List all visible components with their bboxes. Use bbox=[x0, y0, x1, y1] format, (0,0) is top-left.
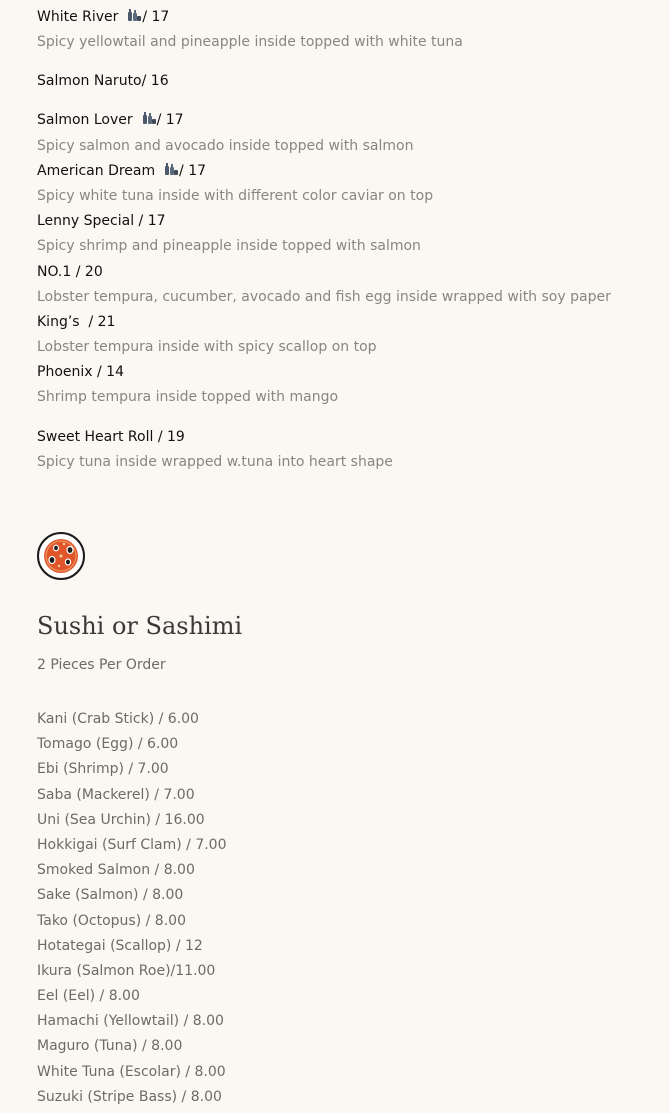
sushi-item bbox=[37, 836, 227, 861]
roll-description: Shrimp tempura inside topped with mango bbox=[37, 389, 339, 405]
sushi-item-text: Eel (Eel) / 8.00 bbox=[37, 988, 140, 1005]
sushi-item bbox=[37, 1012, 227, 1037]
sake-bottle-icon bbox=[164, 162, 179, 176]
roll-name-text: NO.1 bbox=[37, 264, 72, 280]
sushi-item-text: Saba (Mackerel) / 7.00 bbox=[37, 786, 195, 803]
sushi-item bbox=[37, 962, 227, 987]
roll-description: Spicy white tuna inside with different color caviar on top bbox=[37, 188, 434, 204]
sushi-item bbox=[37, 1088, 227, 1113]
roll-price: / 21 bbox=[88, 314, 116, 330]
roll-item-name bbox=[37, 263, 103, 281]
sushi-item-text: Smoked Salmon / 8.00 bbox=[37, 862, 195, 879]
roll-name-text: King’s bbox=[37, 314, 80, 330]
sushi-item-name: Uni (Sea Urchin) bbox=[37, 811, 156, 828]
sushi-item-text: Tomago (Egg) / 6.00 bbox=[37, 736, 179, 753]
sushi-item bbox=[37, 811, 227, 836]
roll-price: / 16 bbox=[141, 73, 169, 89]
sushi-item-price: / 8.00 bbox=[185, 1063, 226, 1080]
sushi-item-name: Ikura (Salmon Roe) bbox=[37, 962, 171, 979]
sushi-item bbox=[37, 886, 227, 911]
sushi-item-price: / 8.00 bbox=[183, 1013, 224, 1030]
sushi-item bbox=[37, 937, 227, 962]
sushi-item-price: / 12 bbox=[175, 937, 203, 954]
roll-description: Lobster tempura inside with spicy scallop on top bbox=[37, 339, 377, 355]
sushi-item-text: Tako (Octopus) / 8.00 bbox=[37, 912, 186, 929]
roll-item-name bbox=[37, 111, 184, 129]
sushi-item-price: / 7.00 bbox=[186, 836, 227, 853]
sake-bottle-icon bbox=[127, 8, 142, 22]
sushi-item-name: Maguro (Tuna) bbox=[37, 1038, 143, 1055]
roll-item-name bbox=[37, 8, 169, 26]
sushi-item-text: Ebi (Shrimp) / 7.00 bbox=[37, 761, 169, 778]
sushi-item-name: Hamachi (Yellowtail) bbox=[37, 1013, 184, 1030]
roll-description: Spicy salmon and avocado inside topped with salmon bbox=[37, 138, 414, 154]
sushi-item bbox=[37, 786, 227, 811]
sushi-item-name: Sake (Salmon) bbox=[37, 887, 143, 904]
sushi-item-name: Hotategai (Scallop) bbox=[37, 937, 176, 954]
sushi-item-price: / 16.00 bbox=[155, 811, 205, 828]
roll-item-name bbox=[37, 162, 206, 180]
section-subtitle: 2 Pieces Per Order bbox=[37, 657, 166, 673]
section-title: Sushi or Sashimi bbox=[37, 612, 243, 640]
sushi-item bbox=[37, 912, 227, 937]
sushi-item bbox=[37, 861, 227, 886]
roll-price: / 17 bbox=[156, 112, 184, 128]
sushi-item-name: Suzuki (Stripe Bass) bbox=[37, 1088, 182, 1105]
roll-name-text: Salmon Naruto bbox=[37, 73, 142, 89]
roll-name-text: Lenny Special bbox=[37, 213, 135, 229]
roll-price: / 17 bbox=[142, 9, 170, 25]
sake-bottle-icon bbox=[142, 111, 157, 125]
sushi-item bbox=[37, 735, 227, 760]
sushi-item-price: /11.00 bbox=[170, 962, 216, 979]
roll-description: Spicy yellowtail and pineapple inside topped with white tuna bbox=[37, 34, 463, 50]
roll-item-name bbox=[37, 428, 185, 446]
sushi-item bbox=[37, 710, 227, 735]
sushi-item bbox=[37, 760, 227, 785]
sushi-item-name: White Tuna (Escolar) bbox=[37, 1063, 186, 1080]
roll-item-name bbox=[37, 363, 124, 381]
sushi-item-text: Kani (Crab Stick) / 6.00 bbox=[37, 711, 199, 727]
sushi-item bbox=[37, 987, 227, 1012]
sushi-plate-icon bbox=[37, 532, 85, 580]
sushi-item-name: Hokkigai (Surf Clam) bbox=[37, 836, 187, 853]
roll-description: Spicy shrimp and pineapple inside topped with salmon bbox=[37, 238, 421, 254]
roll-price: / 17 bbox=[179, 163, 207, 179]
roll-price: / 20 bbox=[71, 264, 103, 280]
roll-description: Spicy tuna inside wrapped w.tuna into heart shape bbox=[37, 454, 393, 470]
roll-name-text: Salmon Lover bbox=[37, 112, 133, 128]
roll-name-text: Sweet Heart Roll bbox=[37, 429, 154, 445]
roll-description: Lobster tempura, cucumber, avocado and fish egg inside wrapped with soy paper bbox=[37, 289, 611, 305]
sushi-list bbox=[37, 710, 227, 1113]
roll-name-text: White River bbox=[37, 9, 119, 25]
sushi-item-price: / 8.00 bbox=[142, 887, 184, 904]
roll-item-name bbox=[37, 212, 166, 230]
sushi-item bbox=[37, 1063, 227, 1088]
roll-price: / 14 bbox=[92, 364, 124, 380]
sushi-item bbox=[37, 1037, 227, 1062]
roll-price: / 19 bbox=[153, 429, 185, 445]
sushi-item-price: / 8.00 bbox=[142, 1038, 183, 1055]
roll-name-text: Phoenix bbox=[37, 364, 93, 380]
roll-item-name bbox=[37, 72, 169, 90]
roll-price: / 17 bbox=[138, 213, 166, 229]
roll-name-text: American Dream bbox=[37, 163, 156, 179]
roll-item-name bbox=[37, 313, 115, 331]
sushi-item-price: / 8.00 bbox=[181, 1088, 222, 1105]
